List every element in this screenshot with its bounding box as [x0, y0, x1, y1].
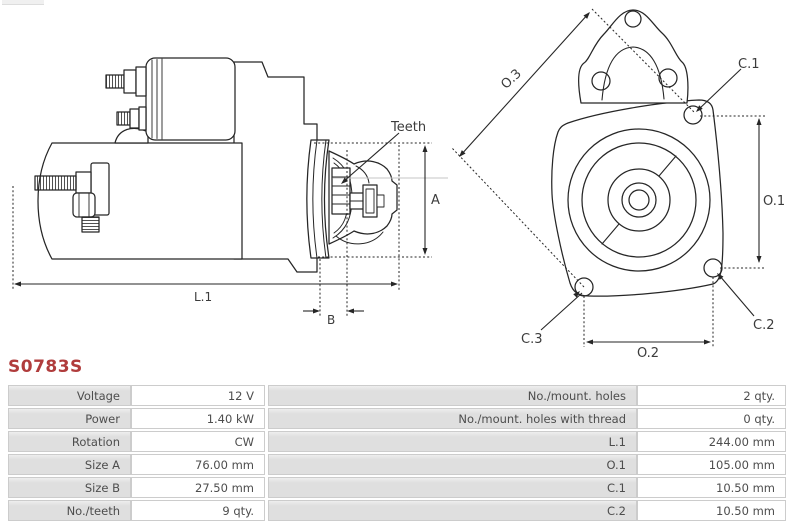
- table-row: [8, 454, 265, 475]
- bell-housing: [579, 10, 688, 103]
- dimension-label-o3: O.3: [498, 66, 525, 93]
- spec-label: O.1: [268, 454, 637, 475]
- starter-side-view: [35, 58, 397, 272]
- spec-label: Rotation: [8, 431, 131, 452]
- spec-label: Size B: [8, 477, 131, 498]
- table-row: [8, 431, 265, 452]
- spec-label: No./mount. holes with thread: [268, 408, 637, 429]
- spec-label: Voltage: [8, 385, 131, 406]
- dimension-label-c3: C.3: [521, 332, 543, 347]
- table-row: [8, 408, 265, 429]
- starter-front-view: [552, 10, 723, 296]
- spec-value: CW: [131, 431, 265, 452]
- table-row: [268, 385, 786, 406]
- spec-value: 10.50 mm: [637, 477, 786, 498]
- spec-table-right: [268, 383, 786, 523]
- solenoid: [106, 58, 235, 140]
- motor-body: [38, 143, 242, 259]
- table-row: [268, 431, 786, 452]
- spec-value: 244.00 mm: [637, 431, 786, 452]
- dimension-label-c1: C.1: [738, 57, 760, 72]
- nose-cone: [307, 140, 397, 258]
- dimension-label-a: A: [431, 193, 440, 208]
- spec-value: 9 qty.: [131, 500, 265, 521]
- spec-value: 1.40 kW: [131, 408, 265, 429]
- spec-label: Size A: [8, 454, 131, 475]
- dimension-label-b: B: [327, 313, 336, 327]
- table-row: [8, 500, 265, 521]
- part-number: S0783S: [8, 357, 83, 377]
- table-row: [8, 477, 265, 498]
- dimension-label-teeth: Teeth: [391, 120, 427, 135]
- spec-value: 105.00 mm: [637, 454, 786, 475]
- table-row: [268, 454, 786, 475]
- table-row: [268, 477, 786, 498]
- spec-label: C.2: [268, 500, 637, 521]
- spec-value: 10.50 mm: [637, 500, 786, 521]
- spec-table-left: [8, 383, 265, 523]
- dimension-label-o2: O.2: [636, 346, 660, 358]
- table-row: [268, 500, 786, 521]
- spec-label: No./mount. holes: [268, 385, 637, 406]
- spec-value: 27.50 mm: [131, 477, 265, 498]
- spec-value: 76.00 mm: [131, 454, 265, 475]
- spec-value: 0 qty.: [637, 408, 786, 429]
- dimension-label-c2: C.2: [753, 318, 775, 333]
- spec-value: 12 V: [131, 385, 265, 406]
- dimension-label-o1: O.1: [763, 194, 786, 209]
- table-row: [268, 408, 786, 429]
- spec-value: 2 qty.: [637, 385, 786, 406]
- spec-label: Power: [8, 408, 131, 429]
- pinion-gear: [332, 168, 350, 214]
- spec-label: C.1: [268, 477, 637, 498]
- spec-table-area: [8, 383, 786, 523]
- dimension-label-l1: L.1: [194, 290, 213, 304]
- spec-label: L.1: [268, 431, 637, 452]
- drive-bracket: [234, 62, 317, 272]
- spec-label: No./teeth: [8, 500, 131, 521]
- table-row: [8, 385, 265, 406]
